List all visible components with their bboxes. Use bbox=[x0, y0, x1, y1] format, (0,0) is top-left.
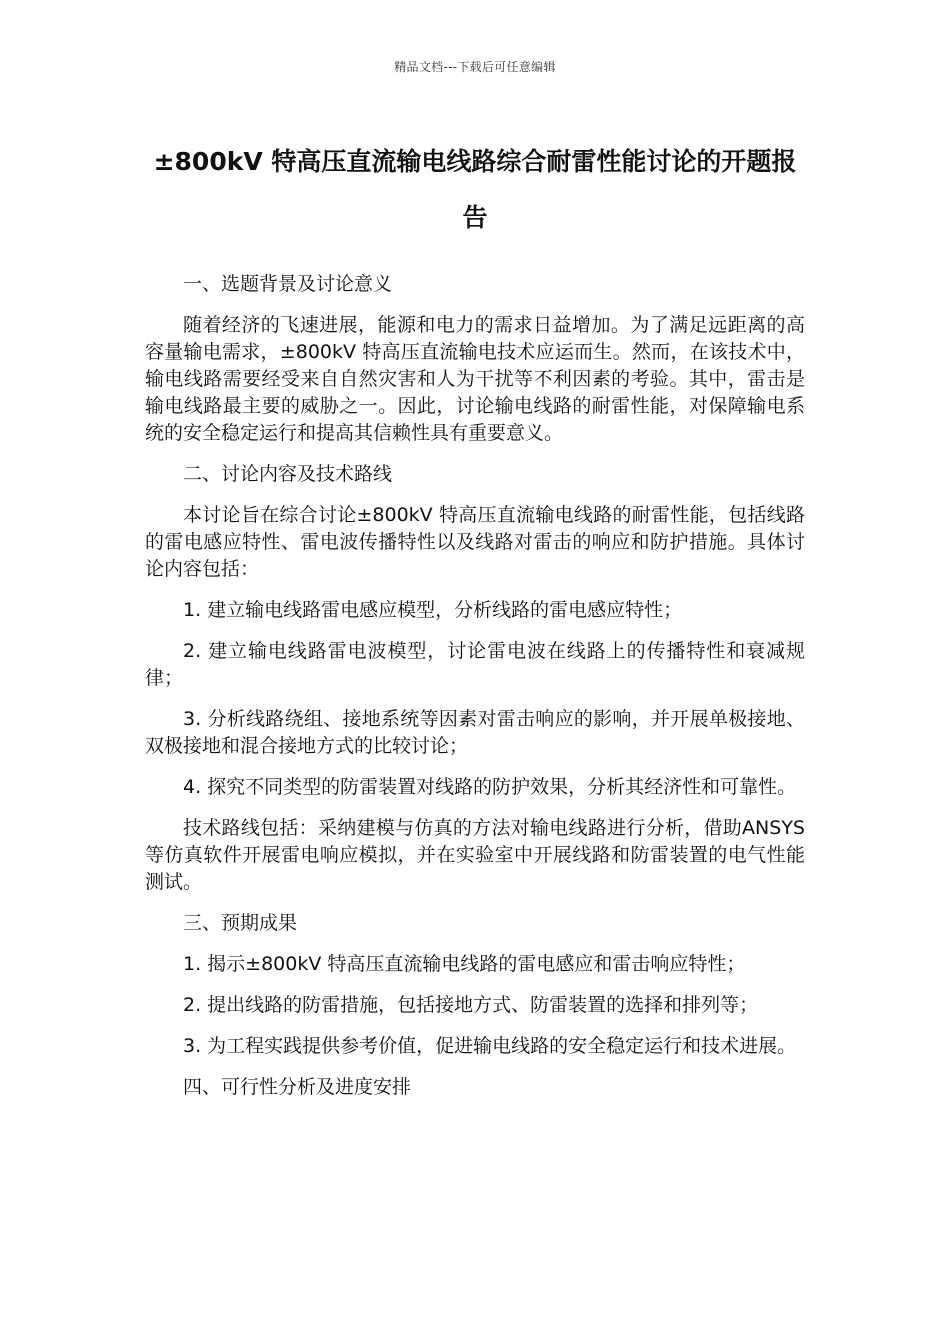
list-item: 4. 探究不同类型的防雷装置对线路的防护效果，分析其经济性和可靠性。 bbox=[183, 776, 797, 798]
section-heading-background: 一、选题背景及讨论意义 bbox=[183, 273, 393, 295]
document-body bbox=[145, 271, 805, 1115]
paragraph-technical-route: 技术路线包括：采纳建模与仿真的方法对输电线路进行分析，借助ANSYS 等仿真软件开展雷电响应模拟，并在实验室中开展线路和防雷装置的电气性能测试。 bbox=[145, 817, 805, 893]
list-item: 3. 分析线路绕组、接地系统等因素对雷击响应的影响，并开展单极接地、双极接地和混合接地方式的比较讨论； bbox=[145, 708, 805, 757]
list-item: 2. 建立输电线路雷电波模型，讨论雷电波在线路上的传播特性和衰减规律； bbox=[145, 640, 805, 689]
paragraph-background: 随着经济的飞速进展，能源和电力的需求日益增加。为了满足远距离的高容量输电需求，±800kV 特高压直流输电技术应运而生。然而，在该技术中，输电线路需要经受来自自然灾害和人为干扰等不利因素的考验。其中，雷击是输电线路最主要的威胁之一。因此，讨论输电线路的耐雷性能，对保障输电系统的安全稳定运行和提高其信赖性具有重要意义。 bbox=[145, 314, 805, 444]
paragraph-content-intro: 本讨论旨在综合讨论±800kV 特高压直流输电线路的耐雷性能，包括线路的雷电感应特性、雷电波传播特性以及线路对雷击的响应和防护措施。具体讨论内容包括： bbox=[145, 504, 805, 580]
list-item: 1. 揭示±800kV 特高压直流输电线路的雷电感应和雷击响应特性； bbox=[183, 953, 746, 975]
section-heading-feasibility: 四、可行性分析及进度安排 bbox=[183, 1076, 412, 1098]
section-heading-content: 二、讨论内容及技术路线 bbox=[183, 463, 393, 485]
list-item: 1. 建立输电线路雷电感应模型，分析线路的雷电感应特性； bbox=[183, 599, 683, 621]
section-heading-results: 三、预期成果 bbox=[183, 912, 298, 934]
header-note: 精品文档---下载后可任意编辑 bbox=[394, 60, 556, 74]
list-item: 3. 为工程实践提供参考价值，促进输电线路的安全稳定运行和技术进展。 bbox=[183, 1035, 797, 1057]
list-item: 2. 提出线路的防雷措施，包括接地方式、防雷装置的选择和排列等； bbox=[183, 994, 759, 1016]
document-title: ±800kV 特高压直流输电线路综合耐雷性能讨论的开题报告 bbox=[153, 147, 797, 232]
